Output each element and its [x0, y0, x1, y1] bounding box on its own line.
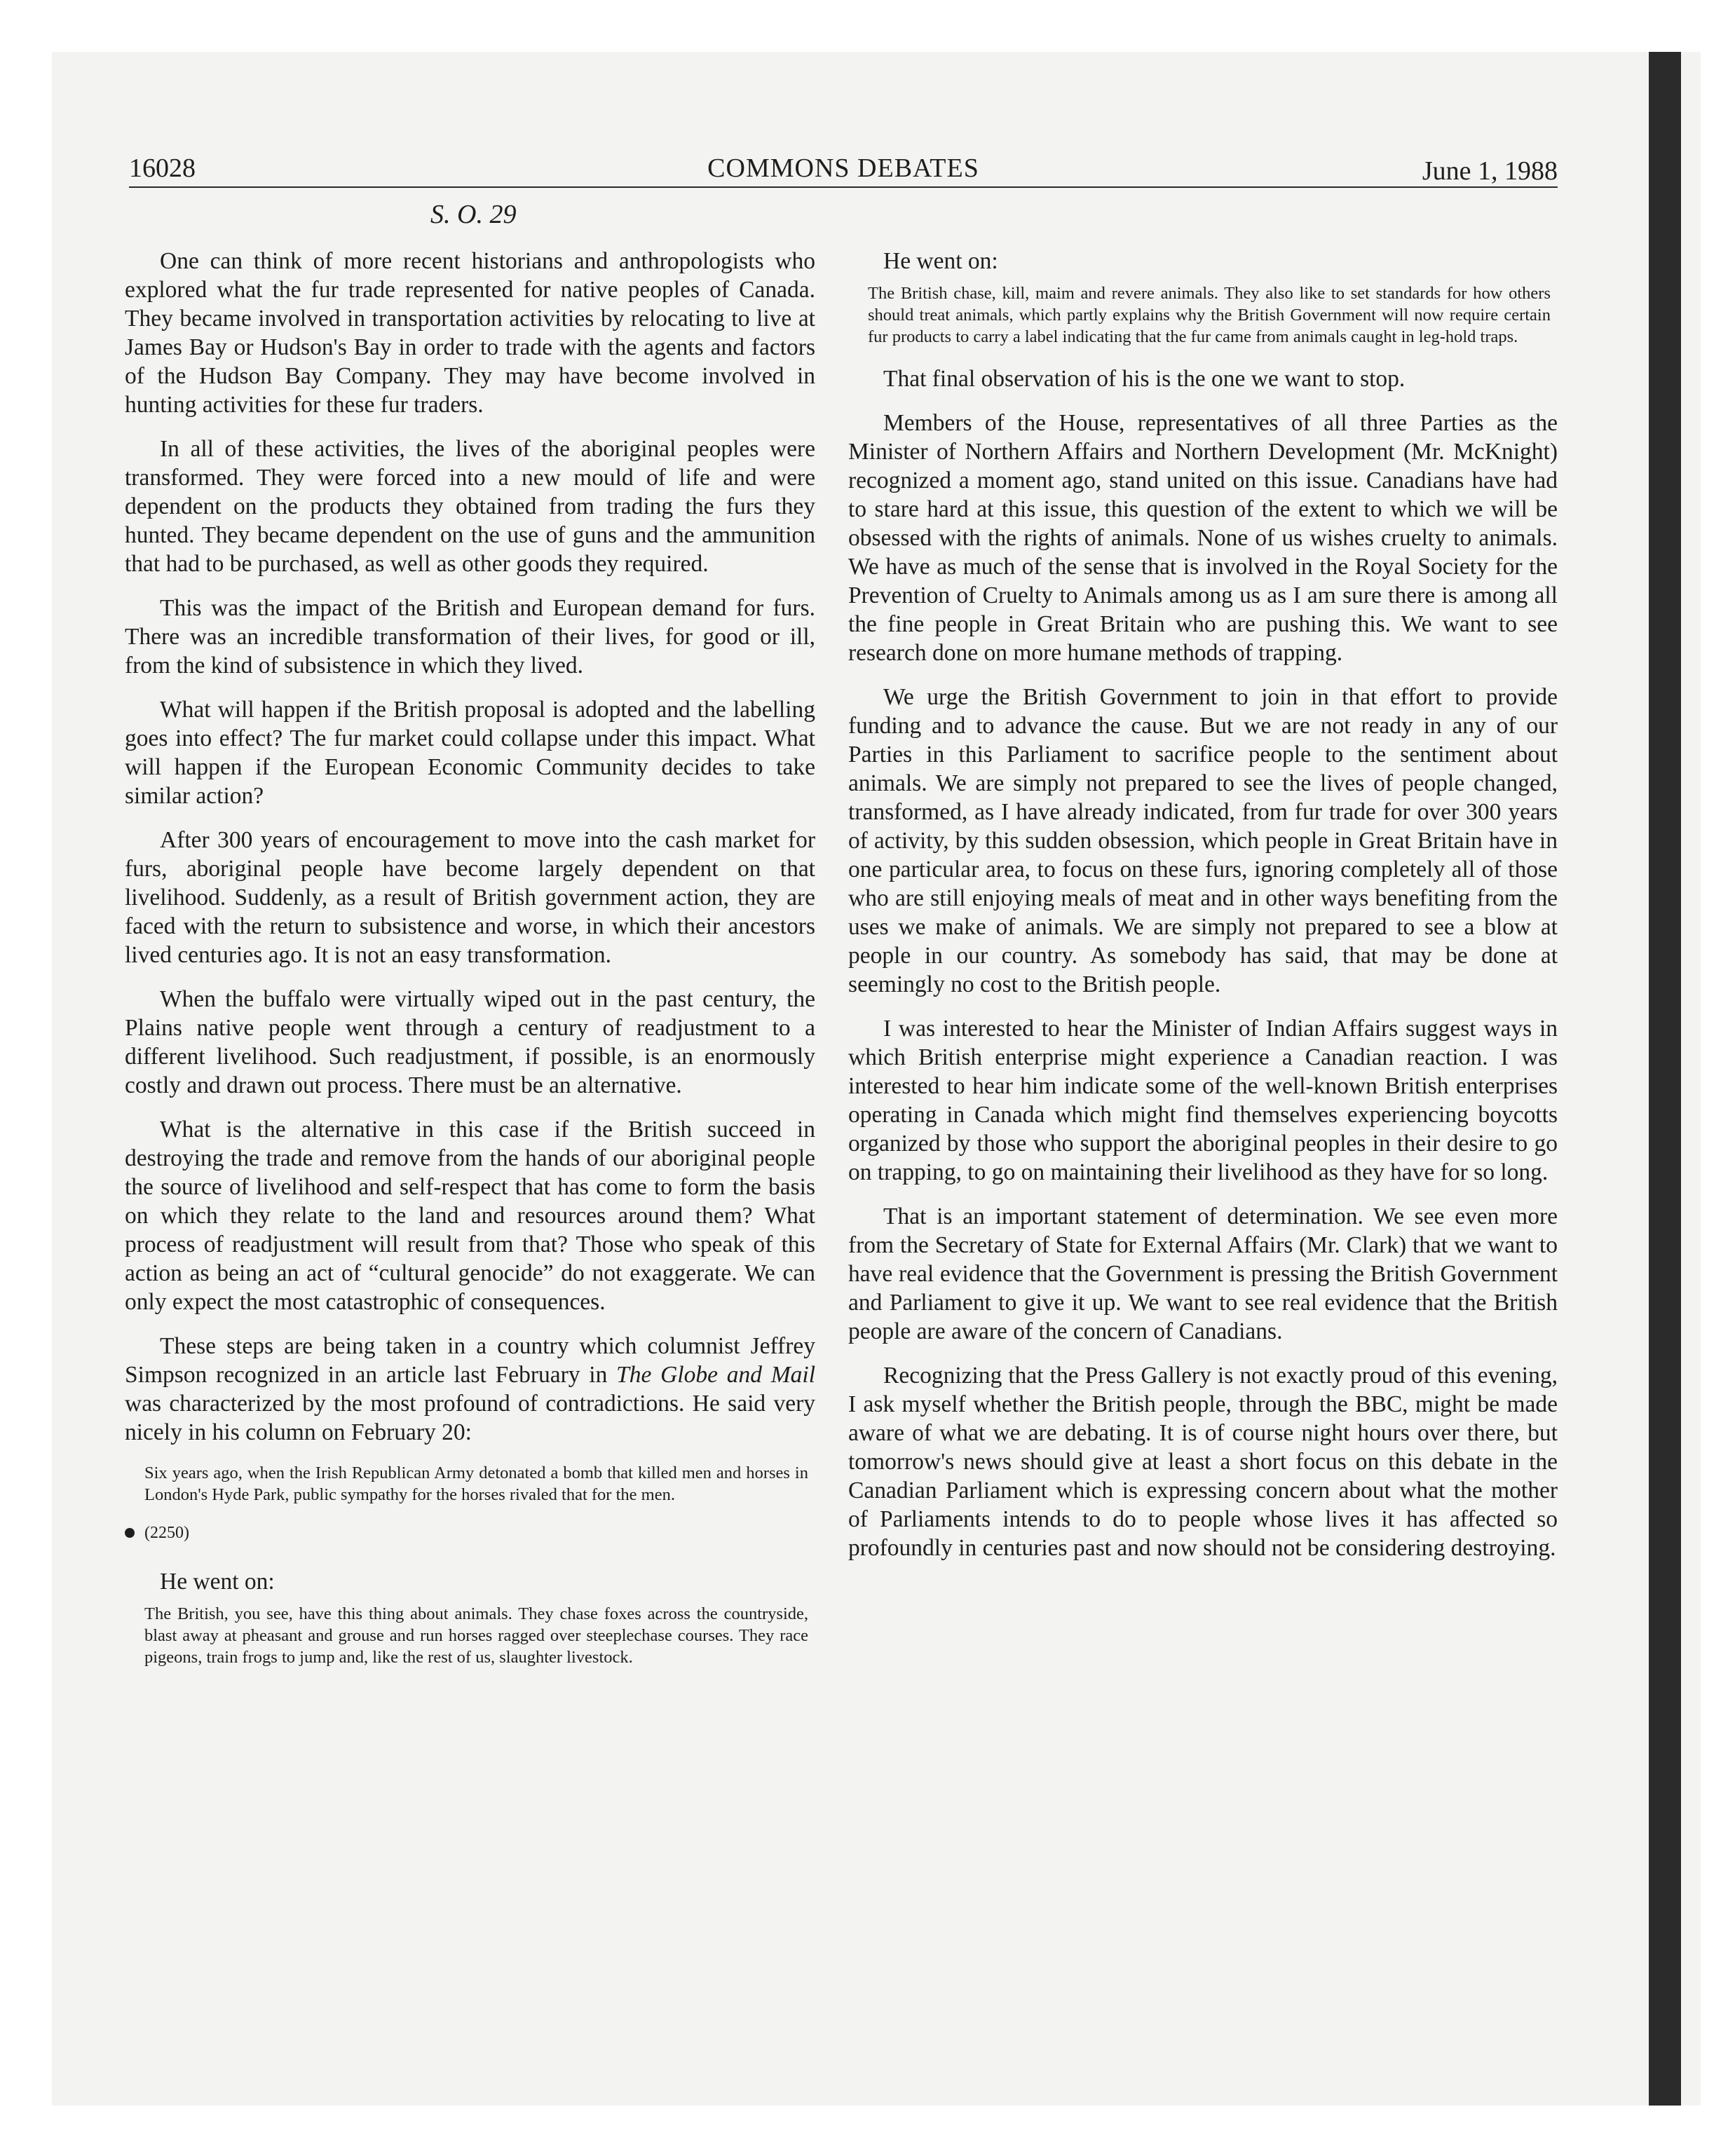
newspaper-title: The Globe and Mail	[616, 1362, 816, 1388]
block-quote: The British, you see, have this thing about animals. They chase foxes across the countryside, blast away at pheasant and grouse and run horses ragged over steeplechase courses. They race pigeons, train frogs to jump and, like the rest of us, slaughter livestock.	[144, 1604, 808, 1667]
paragraph: What will happen if the British proposal is adopted and the labelling goes into effect? The fur market could collapse under this impact. What will happen if the European Economic Community decides to take similar action?	[125, 697, 815, 809]
page-number: 16028	[129, 153, 196, 183]
time-marker-text: (2250)	[144, 1524, 189, 1542]
issue-date: June 1, 1988	[1422, 156, 1558, 186]
section-mark: S. O. 29	[430, 200, 517, 229]
paragraph-text: was characterized by the most profound of contradictions. He said very nicely in his column on February 20:	[125, 1391, 815, 1445]
paragraph: He went on:	[883, 248, 998, 274]
block-quote: The British chase, kill, maim and revere animals. They also like to set standards for how others should treat animals, which partly explains why the British Government will now require certain fur products to carry a label indicating that the fur came from animals caught in leg-hold traps.	[868, 284, 1551, 346]
paragraph: We urge the British Government to join in that effort to provide funding and to advance the cause. But we are not ready in any of our Parties in this Parliament to sacrifice people to the sentiment about animals. We are simply not prepared to see the lives of people changed, transformed, as I have already indicated, from fur trade for over 300 years of activity, by this sudden obsession, which people in Great Britain have in one particular area, to focus on these furs, ignoring completely all of those who are still enjoying meals of meat and in other ways benefiting from the uses we make of animals. We are simply not prepared to see a blow at people in our country. As somebody has said, that may be done at seemingly no cost to the British people.	[848, 684, 1558, 997]
publication-title: COMMONS DEBATES	[707, 153, 979, 183]
paragraph: That is an important statement of determination. We see even more from the Secretary of State for External Affairs (Mr. Clark) that we want to have real evidence that the Government is pressing the British Government and Parliament to give it up. We want to see real evidence that the British people are aware of the concern of Canadians.	[848, 1203, 1558, 1344]
paragraph: In all of these activities, the lives of the aboriginal peoples were transformed. They were forced into a new mould of life and were dependent on the products they obtained from trading the furs they hunted. They became dependent on the use of guns and the ammunition that had to be purchased, as well as other goods they required.	[125, 436, 815, 577]
paragraph: He went on:	[160, 1569, 275, 1595]
paragraph: After 300 years of encouragement to move into the cash market for furs, aboriginal people have become largely dependent on that livelihood. Suddenly, as a result of British government action, they are faced with the return to subsistence and worse, in which their ancestors lived centuries ago. It is not an easy transformation.	[125, 827, 815, 968]
paragraph	[125, 1332, 815, 1447]
header-rule	[129, 186, 1558, 188]
left-column	[125, 247, 815, 1685]
paragraph: That final observation of his is the one we want to stop.	[883, 366, 1406, 392]
block-quote: Six years ago, when the Irish Republican Army detonated a bomb that killed men and horses in London's Hyde Park, public sympathy for the horses rivaled that for the men.	[144, 1464, 808, 1504]
paragraph: I was interested to hear the Minister of Indian Affairs suggest ways in which British enterprise might experience a Canadian reaction. I was interested to hear him indicate some of the well-known British enterprises operating in Canada which might find themselves experiencing boycotts organized by those who support the aboriginal peoples in their desire to go on trapping, to go on maintaining their livelihood as they have for so long.	[848, 1016, 1558, 1185]
right-column	[848, 247, 1558, 1578]
paragraph: When the buffalo were virtually wiped out in the past century, the Plains native people went through a century of readjustment to a different livelihood. Such readjustment, if possible, is an enormously costly and drawn out process. There must be an alternative.	[125, 986, 815, 1098]
paragraph: Members of the House, representatives of all three Parties as the Minister of Northern Affairs and Northern Development (Mr. McKnight) recognized a moment ago, stand united on this issue. Canadians have had to stare hard at this issue, this question of the extent to which we will be obsessed with the rights of animals. None of us wishes cruelty to animals. We have as much of the sense that is involved in the Royal Society for the Prevention of Cruelty to Animals among us as I am sure there is among all the fine people in Great Britain who are pushing this. We want to see research done on more humane methods of trapping.	[848, 410, 1558, 666]
time-marker	[125, 1522, 815, 1543]
bullet-icon	[125, 1528, 135, 1538]
scan-edge-strip	[1649, 52, 1681, 2106]
paragraph: What is the alternative in this case if the British succeed in destroying the trade and remove from the hands of our aboriginal people the source of livelihood and self-respect that has come to form the basis on which they relate to the land and resources around them? What process of readjustment will result from that? Those who speak of this action as being an act of “cultural genocide” do not exaggerate. We can only expect the most catastrophic of consequences.	[125, 1117, 815, 1315]
paragraph-text: These steps are being taken in a country which columnist Jeffrey Simpson recognized in an article last February in	[125, 1333, 815, 1388]
paragraph: Recognizing that the Press Gallery is not exactly proud of this evening, I ask myself whether the British people, through the BBC, might be made aware of what we are debating. It is of course night hours over there, but tomorrow's news should give at least a short focus on this debate in the Canadian Parliament which is expressing concern about what the mother of Parliaments intends to do to people whose lives it has affected so profoundly in centuries past and now should not be considering destroying.	[848, 1363, 1558, 1561]
page-header	[129, 153, 1558, 188]
paragraph: One can think of more recent historians and anthropologists who explored what the fur trade represented for native peoples of Canada. They became involved in transportation activities by relocating to live at James Bay or Hudson's Bay in order to trade with the agents and factors of the Hudson Bay Company. They may have become involved in hunting activities for these fur traders.	[125, 248, 815, 418]
paragraph: This was the impact of the British and European demand for furs. There was an incredible transformation of their lives, for good or ill, from the kind of subsistence in which they lived.	[125, 595, 815, 678]
